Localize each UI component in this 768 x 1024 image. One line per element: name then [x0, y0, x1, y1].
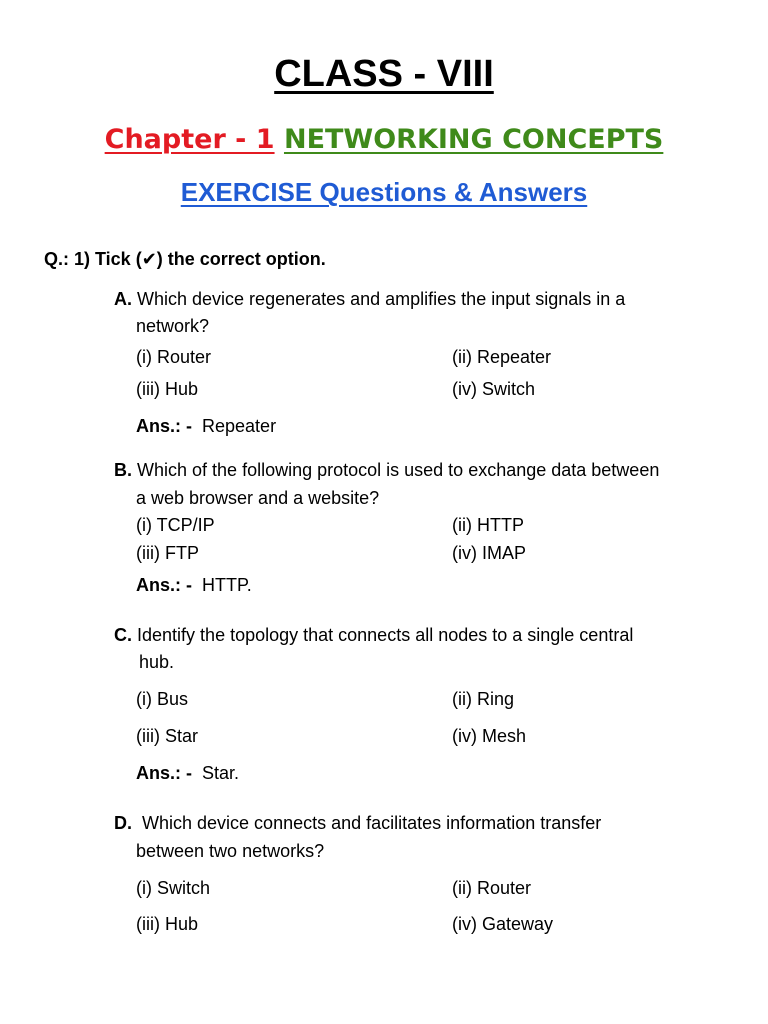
option-i: (i) TCP/IP — [136, 515, 215, 535]
option-iii: (iii) Hub — [136, 914, 199, 934]
answer-line — [136, 574, 252, 596]
option-iii: (iii) FTP — [136, 543, 199, 563]
chapter-heading — [0, 122, 768, 158]
answer-label: Ans.: - — [136, 575, 192, 595]
question-text-continued: between two networks? — [136, 841, 325, 861]
option-i: (i) Switch — [136, 878, 211, 898]
option-iv: (iv) Gateway — [452, 914, 554, 934]
question-text-line — [114, 622, 633, 649]
chapter-name: NETWORKING CONCEPTS — [283, 124, 664, 155]
answer-value: HTTP. — [202, 575, 252, 595]
option-iv: (iv) Switch — [452, 379, 536, 399]
question-text: Which of the following protocol is used to exchange data between — [137, 460, 660, 480]
question-text-line — [114, 810, 601, 837]
option-ii: (ii) HTTP — [452, 515, 524, 535]
question-letter: A. — [114, 289, 132, 309]
question-text-continued: hub. — [139, 652, 175, 672]
class-title: CLASS - VIII — [274, 53, 494, 95]
question-text-continued: a web browser and a website? — [136, 488, 380, 508]
question-text: Which device regenerates and amplifies the input signals in a — [137, 289, 626, 309]
option-ii: (ii) Repeater — [452, 347, 552, 367]
answer-line — [136, 415, 276, 437]
question-text: Which device connects and facilitates information transfer — [142, 813, 602, 833]
answer-value: Star. — [202, 763, 240, 783]
question-instruction: Q.: 1) Tick (✔) the correct option. — [44, 249, 326, 269]
option-iv: (iv) Mesh — [452, 726, 527, 746]
option-i: (i) Router — [136, 347, 212, 367]
question-letter: B. — [114, 460, 132, 480]
option-ii: (ii) Router — [452, 878, 532, 898]
answer-label: Ans.: - — [136, 416, 192, 436]
question-letter: D. — [114, 813, 132, 833]
exercise-title: EXERCISE Questions & Answers — [180, 177, 588, 207]
question-text-line — [114, 286, 625, 313]
option-ii: (ii) Ring — [452, 689, 515, 709]
answer-value: Repeater — [202, 416, 277, 436]
answer-line — [136, 762, 239, 784]
question-text: Identify the topology that connects all nodes to a single central — [137, 625, 634, 645]
chapter-number: Chapter - 1 — [104, 124, 275, 155]
option-iii: (iii) Hub — [136, 379, 199, 399]
option-iii: (iii) Star — [136, 726, 198, 746]
question-text-line — [114, 457, 659, 484]
question-text-continued: network? — [136, 316, 210, 336]
question-letter: C. — [114, 625, 132, 645]
option-i: (i) Bus — [136, 689, 189, 709]
option-iv: (iv) IMAP — [452, 543, 526, 563]
answer-label: Ans.: - — [136, 763, 192, 783]
